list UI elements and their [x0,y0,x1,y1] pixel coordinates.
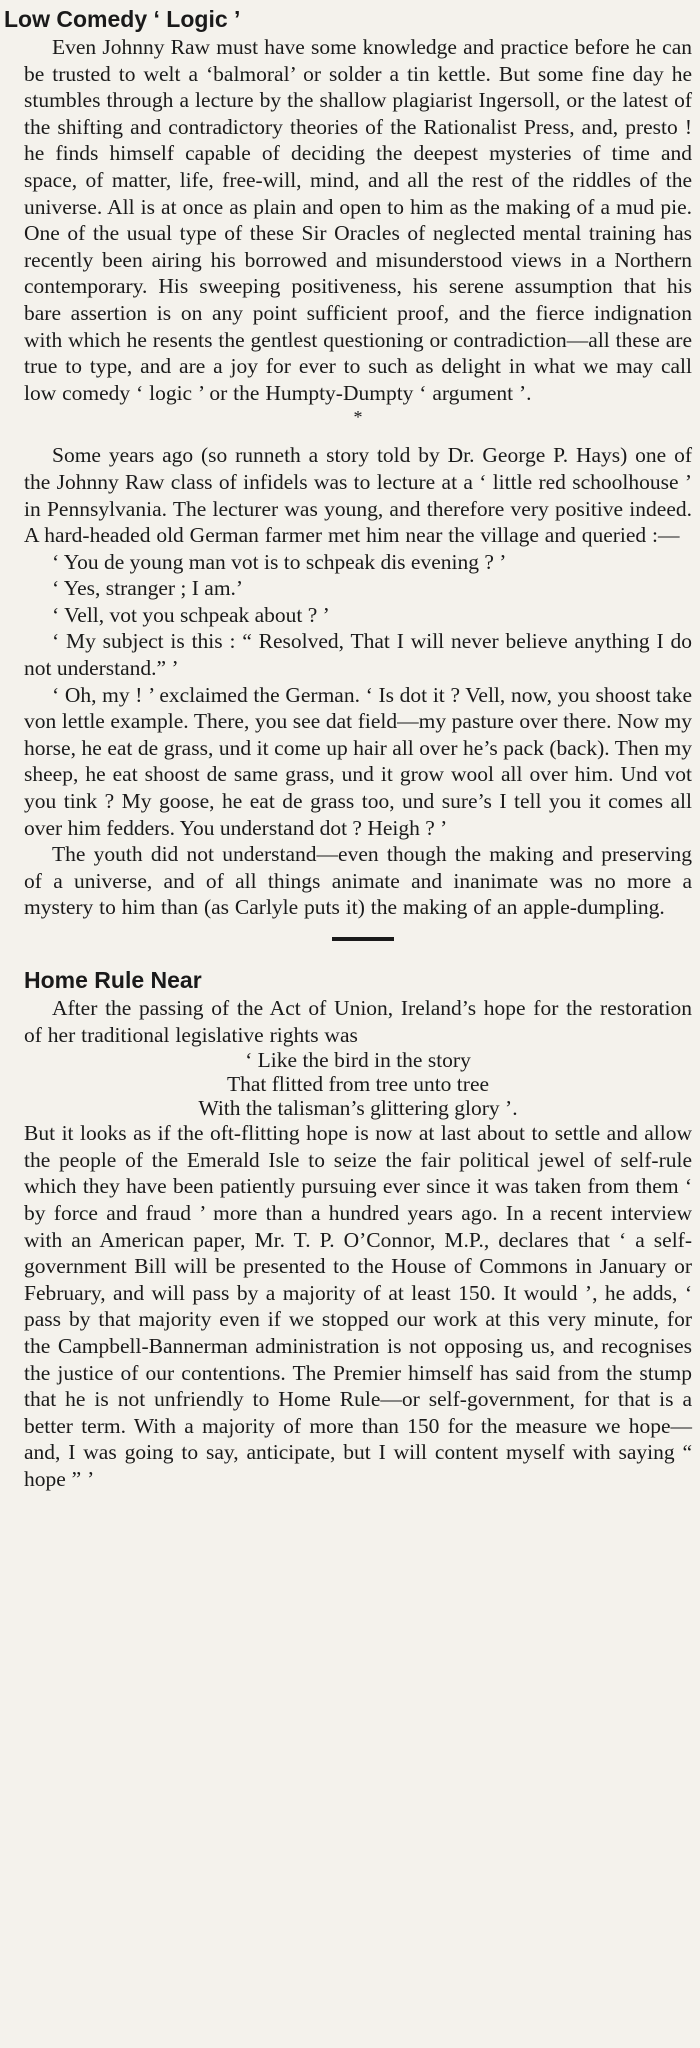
dialog-line: ‘ You de young man vot is to schpeak dis evening ? ’ [52,549,507,574]
section-separator-star: * [353,407,363,428]
dialog-line: ‘ Vell, vot you schpeak about ? ’ [52,602,330,627]
dialog-line: ‘ Yes, stranger ; I am.’ [52,576,244,601]
article-paragraph: Even Johnny Raw must have some knowledge and practice before he can be trusted to welt a ‘balmoral’ or solder a tin kettle. But some fine day he stumbles through a lecture by the shallow plagiarist Ingersoll, or the latest of the shifting and contradictory theories of the Rationalist Press, and, presto ! he finds himself capable of deciding the deepest mysteries of time and space, of matter, life, free-will, mind, and all the rest of the riddles of the universe. All is at once as plain and open to him as the making of a mud pie. One of the usual type of these Sir Oracles of neglected mental training has recently been airing his borrowed and misunderstood views in a Northern contemporary. His sweeping positiveness, his serene assumption that his bare assertion is on any point sufficient proof, and the fierce indignation with which he resents the gentlest questioning or contradiction—all these are true to type, and are a joy for ever to such as delight in what we may call low comedy ‘ logic ’ or the Humpty-Dumpty ‘ argument ’. [24,35,692,405]
article-heading: Home Rule Near [24,967,202,993]
verse-quote [24,1048,692,1120]
article-paragraph: After the passing of the Act of Union, Ireland’s hope for the restoration of her traditional legislative rights was [24,996,692,1047]
spacer [24,428,692,442]
divider-rule [332,937,394,941]
article-paragraph: Some years ago (so runneth a story told by Dr. George P. Hays) one of the Johnny Raw class of infidels was to lecture at a ‘ little red schoolhouse ’ in Pennsylvania. The lecturer was young, and therefore very positive indeed. A hard-headed old German farmer met him near the village and queried :— [24,443,692,548]
article-paragraph: But it looks as if the oft-flitting hope is now at last about to settle and allow the people of the Emerald Isle to seize the fair political jewel of self-rule which they have been patiently pursuing ever since it was taken from them ‘ by force and fraud ’ more than a hundred years ago. In a recent interview with an American paper, Mr. T. P. O’Connor, M.P., declares that ‘ a self-government Bill will be presented to the House of Commons in January or February, and will pass by a majority of at least 150. It would ’, he adds, ‘ pass by that majority even if we stopped our work at this very minute, for the Campbell-Bannerman administration is not opposing us, and recognises the justice of our contentions. The Premier himself has said from the stump that he is not unfriendly to Home Rule—or self-government, for that is a better term. With a majority of more than 150 for the measure we hope—and, I was going to say, anticipate, but I will content myself with saying “ hope ” ’ [24,1121,692,1491]
article-divider [24,921,692,965]
dialog-line: ‘ My subject is this : “ Resolved, That I will never believe anything I do not understand.” ’ [24,629,692,681]
article-heading: Low Comedy ‘ Logic ’ [4,6,241,32]
article-low-comedy-logic [4,4,692,921]
dialog-line: ‘ Oh, my ! ’ exclaimed the German. ‘ Is dot it ? Vell, now, you shoost take von lettle example. There, you see dat field—my pasture over there. Now my horse, he eat de grass, und it come up hair all over he’s pack (back). Then my sheep, he eat shoost de same grass, und it grow wool all over him. Und vot you tink ? My goose, he eat de grass too, und sure’s I tell you it comes all over him fedders. You understand dot ? Heigh ? ’ [24,682,692,840]
verse-line: With the talisman’s glittering glory ’. [198,1096,518,1121]
verse-line: That flitted from tree unto tree [226,1072,490,1097]
article-home-rule-near [24,965,692,1493]
article-paragraph: The youth did not understand—even though the making and preserving of a universe, and of all things animate and inanimate was no more a mystery to him than (as Carlyle puts it) the making of an apple-dumpling. [24,842,692,920]
verse-line: ‘ Like the bird in the story [245,1048,471,1073]
